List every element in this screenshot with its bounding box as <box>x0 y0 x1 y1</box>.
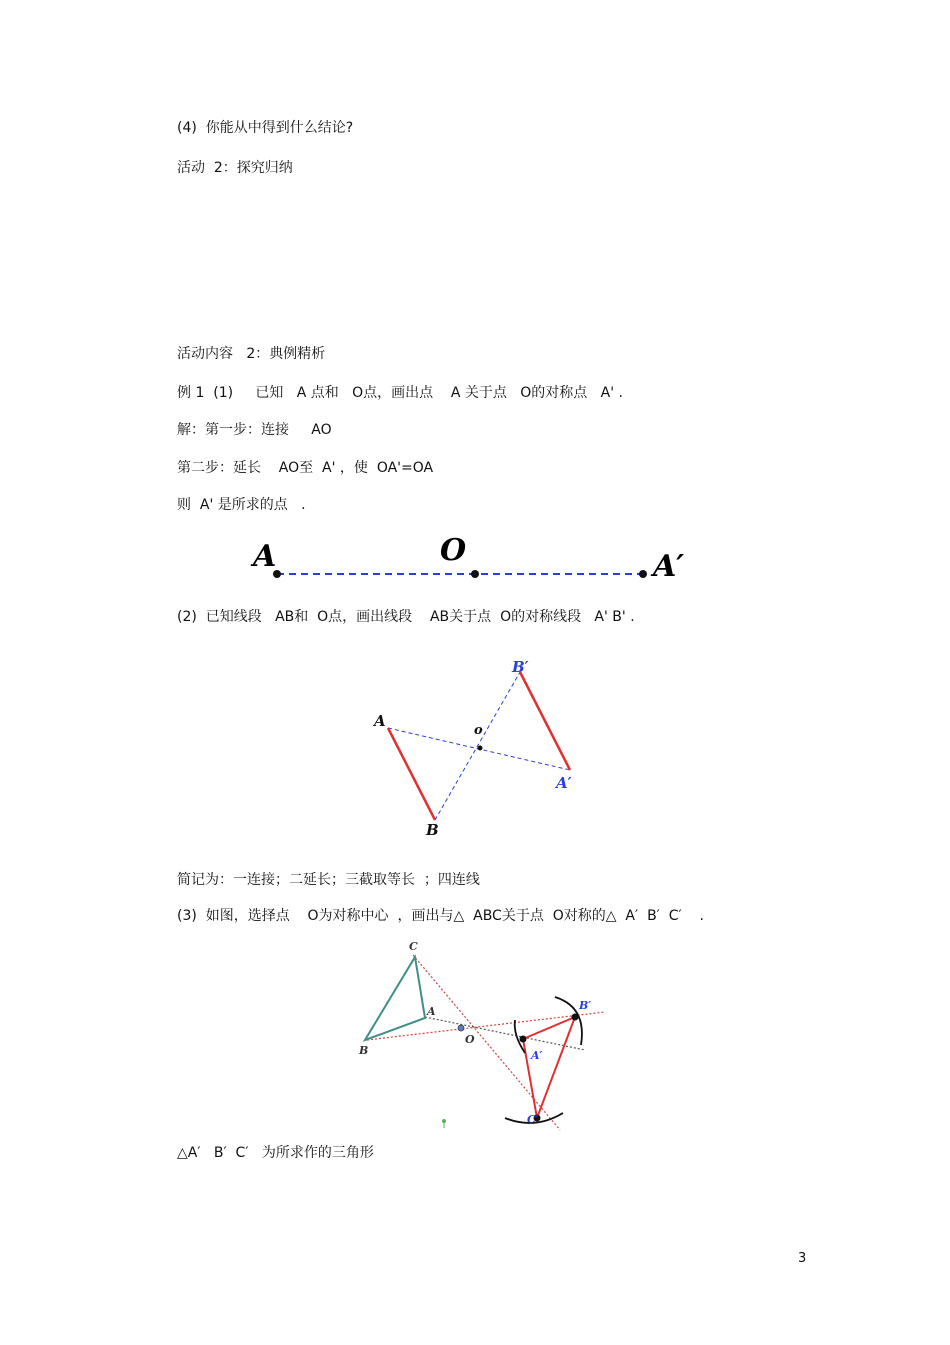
label-o: O <box>440 533 467 568</box>
label-a-prime: A′ <box>556 774 572 792</box>
label-o: o <box>474 723 483 738</box>
example-1-part-1: 例 1 (1) 已知 A 点和 O点，画出点 A 关于点 O的对称点 A' . <box>177 385 623 401</box>
arc-b-prime <box>555 997 582 1045</box>
point-o <box>471 570 479 578</box>
label-a-prime: A′ <box>531 1049 543 1062</box>
dotted-line-c-c-prime <box>413 955 560 1130</box>
figure-segment-symmetry <box>360 650 600 845</box>
example-1-part-2: (2) 已知线段 AB和 O点，画出线段 AB关于点 O的对称线段 A' B' . <box>177 609 635 625</box>
label-b-prime: B′ <box>512 658 529 676</box>
point-a-prime <box>639 570 647 578</box>
activity-2-heading: 活动 2：探究归纳 <box>177 160 293 176</box>
label-b: B <box>426 821 439 839</box>
label-b-prime: B′ <box>579 999 592 1012</box>
method-summary: 简记为：一连接；二延长；三截取等长 ；四连线 <box>177 872 480 888</box>
point-b-prime <box>572 1014 579 1021</box>
label-c-prime: C′ <box>527 1113 539 1126</box>
solution-step-1: 解：第一步：连接 AO <box>177 422 332 438</box>
solution-step-2: 第二步：延长 AO至 A' ，使 OA'=OA <box>177 460 434 476</box>
activity-content-2-heading: 活动内容 2：典例精析 <box>177 346 326 362</box>
triangle-abc <box>365 957 425 1040</box>
label-a: A <box>374 712 386 730</box>
label-a: A <box>253 539 277 574</box>
label-o: O <box>465 1033 475 1046</box>
segment-ab <box>388 728 435 820</box>
marker-dot <box>442 1119 446 1123</box>
label-b: B <box>359 1044 369 1057</box>
triangle-a-prime-b-prime-c-prime <box>523 1017 575 1118</box>
conclusion: △A′ B′ C′ 为所求作的三角形 <box>177 1145 374 1161</box>
example-1-part-3: (3) 如图，选择点 O为对称中心 ，画出与△ ABC关于点 O对称的△ A′ B′ C′ . <box>177 908 704 924</box>
figure-triangle-symmetry <box>355 935 615 1135</box>
page-number: 3 <box>798 1251 807 1266</box>
segment-a-prime-b-prime <box>520 672 570 770</box>
label-a: A <box>427 1005 436 1018</box>
figure-point-symmetry <box>245 530 695 590</box>
label-c: C <box>409 940 418 953</box>
point-a-prime <box>520 1036 527 1043</box>
dashed-line-b-b-prime <box>435 672 520 820</box>
solution-result: 则 A' 是所求的点 . <box>177 497 306 513</box>
point-o <box>458 1025 464 1031</box>
question-4: (4) 你能从中得到什么结论? <box>177 120 354 136</box>
point-o <box>478 746 483 751</box>
label-a-prime: A′ <box>653 549 685 584</box>
